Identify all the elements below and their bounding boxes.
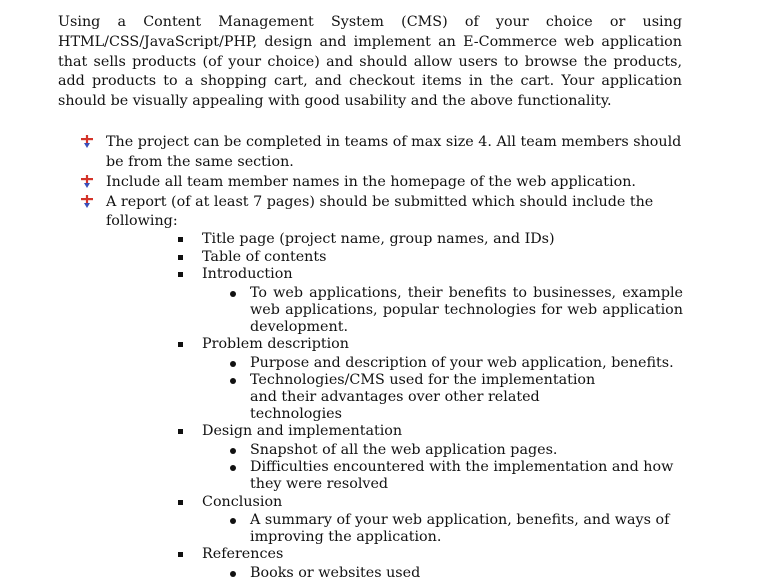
section-item-text: Purpose and description of your web application, benefits. <box>250 354 674 371</box>
report-section <box>176 546 683 582</box>
report-section <box>176 231 683 249</box>
requirements-list <box>80 133 682 232</box>
section-item-text: Books or websites used <box>250 564 421 581</box>
square-bullet-icon <box>178 342 183 347</box>
round-bullet-icon <box>230 448 236 454</box>
plus-arrow-bullet-icon <box>80 135 94 149</box>
round-bullet-icon <box>230 378 236 384</box>
report-section <box>176 266 683 336</box>
round-bullet-icon <box>230 571 236 577</box>
section-title: Conclusion <box>202 493 283 510</box>
section-title: Title page (project name, group names, and IDs) <box>202 231 555 247</box>
section-title: Problem description <box>202 336 349 353</box>
report-section <box>176 494 683 547</box>
square-bullet-icon <box>178 272 183 277</box>
section-items <box>202 355 683 424</box>
square-bullet-icon <box>178 500 183 505</box>
round-bullet-icon <box>230 518 236 524</box>
section-items <box>202 565 683 582</box>
section-item <box>224 512 683 546</box>
section-items <box>202 512 683 546</box>
section-item <box>224 459 683 493</box>
section-title: References <box>202 546 284 563</box>
requirement-item <box>80 173 682 193</box>
report-section <box>176 423 683 493</box>
requirement-text: Include all team member names in the homepage of the web application. <box>106 173 636 190</box>
report-section <box>176 249 683 267</box>
section-item <box>224 285 683 337</box>
section-item <box>224 442 683 459</box>
section-item-text: Difficulties encountered with the implementation and how they were resolved <box>250 459 674 493</box>
square-bullet-icon <box>178 237 183 242</box>
section-title: Introduction <box>202 266 293 282</box>
report-sections-list <box>176 231 683 582</box>
section-item <box>224 372 683 424</box>
section-item-text: A summary of your web application, benefits, and ways of improving the application. <box>250 512 670 546</box>
requirement-item <box>80 193 682 232</box>
plus-arrow-bullet-icon <box>80 175 94 189</box>
section-items <box>202 442 683 494</box>
section-item-text: To web applications, their benefits to businesses, example web applications, popular technologies for web application development. <box>250 284 683 335</box>
section-items <box>202 285 683 337</box>
round-bullet-icon <box>230 361 236 367</box>
round-bullet-icon <box>230 291 236 297</box>
section-item <box>224 565 683 582</box>
section-title: Table of contents <box>202 248 327 265</box>
section-item-text: Technologies/CMS used for the implementation and their advantages over other related technologies <box>250 371 596 423</box>
square-bullet-icon <box>178 255 183 260</box>
requirement-text: The project can be completed in teams of max size 4. All team members should be from the same section. <box>106 134 682 170</box>
plus-arrow-bullet-icon <box>80 195 94 209</box>
requirement-text: A report (of at least 7 pages) should be submitted which should include the following: <box>106 193 654 229</box>
square-bullet-icon <box>178 552 183 557</box>
report-section <box>176 336 683 423</box>
section-item-text: Snapshot of all the web application pages. <box>250 441 558 458</box>
section-item <box>224 355 683 372</box>
requirement-item <box>80 133 682 172</box>
square-bullet-icon <box>178 429 183 434</box>
intro-paragraph: Using a Content Management System (CMS) of your choice or using HTML/CSS/JavaScript/PHP, design and implement an E-Commerce web application that sells products (of your choice) and should allow users to browse the products, add products to a shopping cart, and checkout items in the cart. Your application should be visually appealing with good usability and the above functionality. <box>58 14 682 110</box>
round-bullet-icon <box>230 465 236 471</box>
section-title: Design and implementation <box>202 423 403 440</box>
